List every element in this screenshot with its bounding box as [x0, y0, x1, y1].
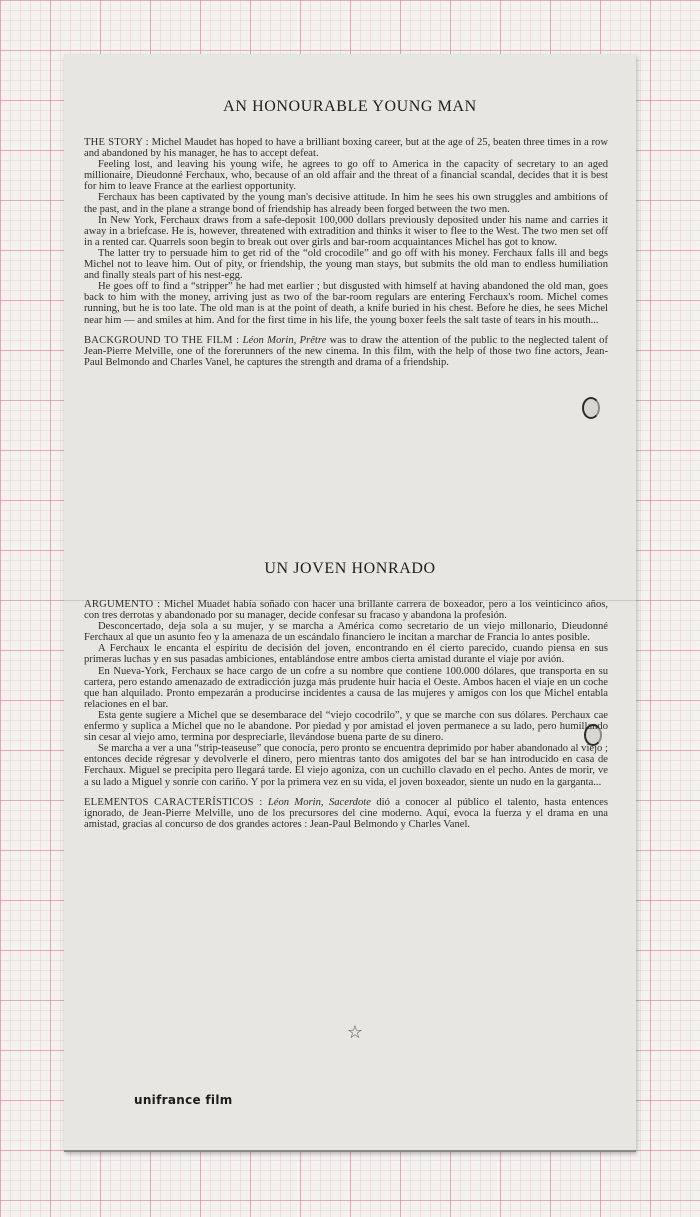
punch-hole-top: [582, 397, 600, 419]
unifrance-logo: unifrance film: [134, 1093, 233, 1107]
star-ornament: ☆: [346, 1022, 364, 1043]
spanish-background-paragraph: [84, 797, 608, 830]
spanish-title: UN JOVEN HONRADO: [264, 560, 436, 577]
english-paragraph-2: Ferchaux has been captivated by the young man's decisive attitude. In him he sees his own struggles and ambitions of the past, and in the plane a strange bond of friendship has already been forged between the two men.: [84, 192, 608, 215]
spanish-paragraph-5: Se marcha a ver a una “strip-teaseuse” que conocía, pero pronto se encuentra deprimido por haber abandonado al viejo ; entonces decide régresar y devolverle el dinero, pero mientras tanto dos amigotes del bar se han introducido en casa de Ferchaux. Miguel se precipita pero llegará tarde. El viejo agoniza, con un cuchillo clavado en el pecho. Antes de morir, ve a su lado a Miguel y sonríe con cariño. Y por la primera vez en su vida, el joven boxeador, siente un nudo en la garganta...: [84, 743, 608, 788]
english-background-text: was to draw the attention of the public to the neglected talent of Jean-Pierre Melville, one of the forerunners of the new cinema. In this film, with the help of those two fine actors, Jean-Paul Belmondo and Charles Vanel, he captures the strength and drama of a friendship.: [84, 334, 608, 368]
english-paragraph-3: In New York, Ferchaux draws from a safe-deposit 100,000 dollars previously deposited under his name and carries it away in a briefcase. He is, however, threatened with extradition and thinks it wiser to flee to the West. The two men set off in a rented car. Quarrels soon begin to break out over girls and bar-room acquaintances Michel has got to know.: [84, 214, 608, 248]
spanish-background-label: ELEMENTOS CARACTERÍSTICOS :: [84, 796, 263, 808]
english-story-lead: Michel Maudet has hoped to have a brilliant boxing career, but at the age of 25, beaten three times in a row and abandoned by his manager, he has to accept defeat.: [84, 137, 608, 160]
english-background-paragraph: [84, 335, 608, 368]
english-paragraph-5: He goes off to find a “stripper” he had met earlier ; but disgusted with himself at having abandoned the old man, goes back to him with the money, arriving just as two of the bar-room regulars are entering Ferchaux's room. Michel comes running, but he is too late. The old man is at the point of death, a knife buried in his chest. Before he dies, he sees Michel near him — and smiles at him. And for the first time in his life, the young boxer feels the salt taste of tears in his mouth...: [84, 281, 608, 326]
english-background-label: BACKGROUND TO THE FILM :: [84, 334, 240, 346]
english-background-film: Léon Morin, Prêtre: [242, 334, 327, 346]
spanish-paragraph-3: En Nueva-York, Ferchaux se hace cargo de un cofre a su nombre que contiene 100.000 dólares, que transporta en su cartera, pero estando amenazado de extradicción juzga más prudente huir hacia el Oeste. Ambos hacen el viaje en un coche que han alquilado. Pronto empezarán a producirse incidentes a causa de las mujeres y amigos con los que Michel entabla relaciones en el bar.: [84, 665, 608, 710]
spanish-paragraph-1: Desconcertado, deja sola a su mujer, y se marcha a América como secretario de un viejo millonario, Dieudonné Ferchaux al que un asunto feo y la amenaza de un escándalo financiero le incitan a marchar de Francia lo antes posible.: [84, 621, 608, 644]
spanish-paragraph-4: Esta gente sugiere a Michel que se desembarace del “viejo cocodrilo”, y que se marche con sus dólares. Perchaux cae enfermo y suplica a Michel que no le abandone. Por piedad y por amistad el joven permanece a su lado, pero humillando sin cesar al viejo amo, termina por despreciarle, llevándose buena parte de su dinero.: [84, 709, 608, 744]
spanish-paragraph-2: A Ferchaux le encanta el espíritu de decisión del joven, encontrando en él cierto parecido, cuando piensa en sus primeras luchas y en sus pasadas ambiciones, entablándose entre ambos cierta amistad durante el viaje por avión.: [84, 643, 608, 666]
english-paragraph-4: The latter try to persuade him to get rid of the “old crocodile” and go off with his money. Ferchaux falls ill and begs Michel not to leave him. Out of pity, or friendship, the young man stays, but submits the old man to endless humiliation and finally steals part of his nest-egg.: [84, 247, 608, 282]
spanish-story-label: ARGUMENTO :: [84, 599, 161, 610]
english-story-paragraph: [84, 137, 608, 159]
spanish-background-film: Léon Morin, Sacerdote: [267, 796, 371, 808]
english-title: AN HONOURABLE YOUNG MAN: [223, 98, 477, 115]
spanish-background-text: dió a conocer al público el talento, hasta entences ignorado, de Jean-Pierre Melville, uno de los precursores del cine moderno. Aquí, evoca la fuerza y el drama en una amistad, gracias al concurso de dos grandes actores : Jean-Paul Belmondo y Charles Vanel.: [84, 796, 609, 830]
spanish-story-lead: Michel Muadet había soñado con hacer una brillante carrera de boxeador, pero a los veinticinco años, con tres derrotas y abandonado por su manager, decide confesar su fracaso y abandona la profesión.: [84, 599, 609, 622]
english-paragraph-1: Feeling lost, and leaving his young wife, he agrees to go off to America in the capacity of secretary to an aged millionaire, Dieudonné Ferchaux, who, because of an old affair and the threat of a financial scandal, decides that it is best for him to leave France at the earliest opportunity.: [84, 159, 608, 193]
spanish-section: [84, 599, 608, 830]
spanish-story-paragraph: [84, 599, 608, 621]
english-story-label: THE STORY :: [84, 137, 149, 148]
english-section: [84, 137, 608, 368]
